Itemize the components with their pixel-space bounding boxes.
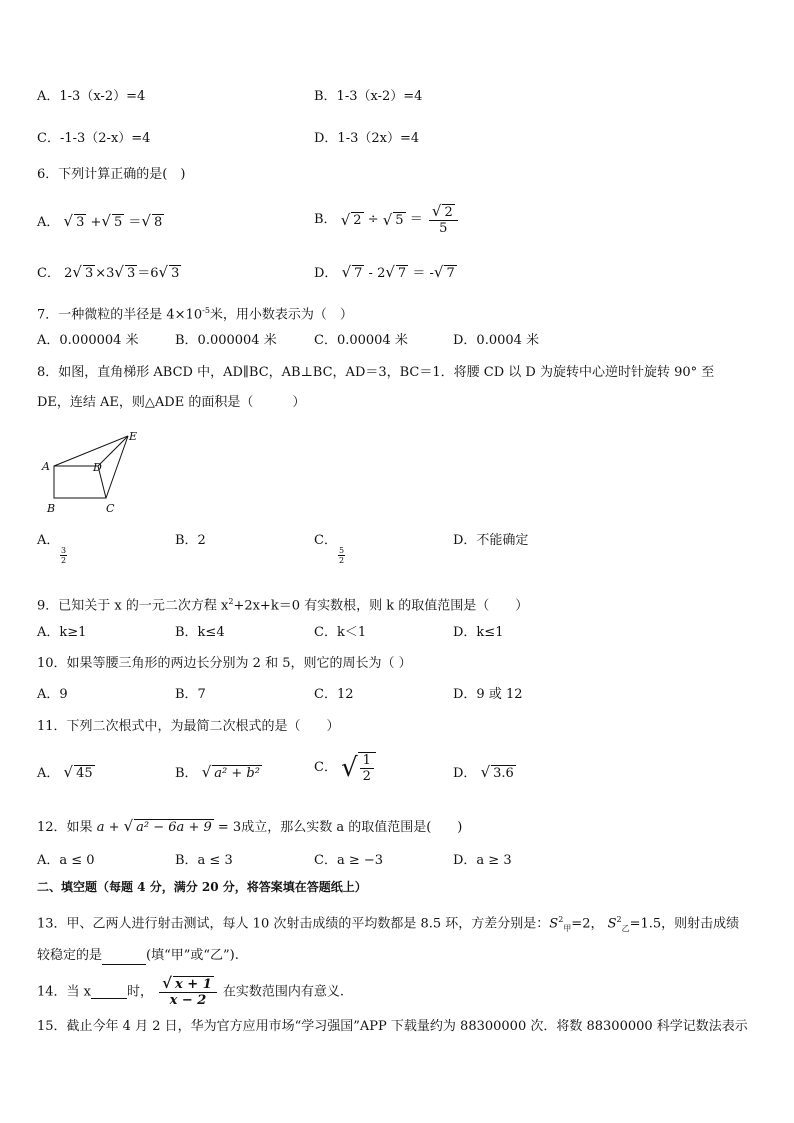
stem-text: 在实数范围内有意义. — [222, 984, 345, 1000]
q14-stem — [37, 976, 344, 1009]
q5-option-a: A．1-3（x-2）=4 — [37, 89, 146, 104]
q8-option-c-fraction — [338, 546, 345, 565]
q8-option-a — [37, 532, 59, 550]
sqrt-sign: √ — [101, 212, 111, 230]
fraction — [429, 204, 458, 236]
radicand: 45 — [76, 766, 93, 781]
q10-option-b: B．7 — [175, 687, 206, 702]
option-label: C． — [314, 760, 337, 775]
numerator: √ 2 — [429, 204, 458, 221]
equals-part: ＝6 — [137, 266, 159, 281]
q7-option-c: C．0.00004 米 — [314, 333, 408, 348]
sqrt-sign: √ — [340, 211, 351, 229]
radicand: 3 — [171, 266, 180, 281]
operator: - 2 — [364, 266, 386, 281]
radicand: a² − 6a + 9 — [136, 820, 212, 835]
q10-option-a: A．9 — [37, 687, 68, 702]
sqrt-sign: √ — [201, 763, 212, 781]
variance-symbol: S — [607, 916, 617, 932]
q10-stem: 10．如果等腰三角形的两边长分别为 2 和 5，则它的周长为（ ） — [37, 656, 412, 671]
stem-text: 14．当 x — [37, 984, 92, 1000]
fraction — [360, 753, 374, 784]
q5-option-c: C．-1-3（2-x）=4 — [37, 131, 151, 146]
q10-option-d: D．9 或 12 — [453, 687, 523, 702]
stem-text: 米，用小数表示为（ ） — [209, 307, 353, 323]
denominator: 2 — [362, 769, 371, 784]
sqrt-sign: √ — [63, 212, 74, 230]
radicand: 3 — [126, 266, 136, 281]
q13-line1 — [37, 911, 739, 938]
stem-text: 12．如果 — [37, 820, 93, 835]
equals-part: ＝ - — [412, 266, 434, 281]
option-label: A． — [37, 533, 60, 548]
operator: ×3 — [95, 266, 115, 281]
q7-stem — [37, 302, 353, 324]
denominator: 2 — [339, 556, 345, 565]
q8-stem-line1: 8．如图，直角梯形 ABCD 中，AD∥BC，AB⊥BC，AD＝3，BC＝1．将腰 CD 以 D 为旋转中心逆时针旋转 90° 至 — [37, 365, 715, 380]
sqrt-sign: √ — [341, 753, 358, 783]
q8-stem-line2: DE，连结 AE，则△ADE 的面积是（ ） — [37, 395, 306, 410]
q12-option-a: A．a ≤ 0 — [37, 853, 95, 868]
sqrt-sign: √ — [123, 817, 134, 835]
segment-ec — [106, 436, 128, 498]
divide-sign: ÷ — [367, 212, 379, 227]
q6-option-d — [314, 263, 457, 283]
q9-stem — [37, 593, 528, 615]
q10-option-c: C．12 — [314, 687, 354, 702]
numerator: 5 — [339, 546, 345, 555]
option-label: A． — [37, 766, 60, 781]
exponent: 2 — [558, 915, 564, 924]
variance-value: =1.5，则射击成绩 — [629, 916, 740, 932]
sqrt-sign: √ — [141, 212, 151, 230]
sqrt-sign: √ — [114, 263, 124, 281]
expression-part: = 3 — [217, 820, 242, 835]
radicand: 3 — [76, 215, 85, 230]
q9-option-d: D．k≤1 — [453, 625, 504, 640]
q11-option-c — [314, 752, 376, 784]
exponent: -5 — [202, 306, 210, 315]
radicand — [358, 752, 376, 784]
q13-line2 — [37, 947, 239, 965]
radicand: 3 — [84, 266, 94, 281]
q11-option-b — [175, 763, 262, 783]
q7-option-b: B．0.000004 米 — [175, 333, 277, 348]
stem-text: 7．一种微粒的半径是 4×10 — [37, 307, 203, 323]
q12-option-b: B．a ≤ 3 — [175, 853, 233, 868]
option-label: B． — [175, 766, 198, 781]
answer-blank[interactable] — [91, 986, 127, 999]
option-label: A． — [37, 215, 60, 230]
q12-stem — [37, 817, 462, 837]
sqrt-sign: √ — [480, 763, 491, 781]
denominator: 2 — [61, 556, 67, 565]
q9-option-b: B．k≤4 — [175, 625, 225, 640]
exponent: 2 — [228, 597, 234, 606]
radicand: 5 — [395, 213, 404, 228]
option-label: B． — [314, 212, 337, 227]
segment-ae — [54, 436, 128, 466]
stem-text: 成立，那么实数 a 的取值范围是( ) — [241, 820, 463, 835]
sqrt-sign: √ — [63, 763, 74, 781]
q7-option-d: D．0.0004 米 — [453, 333, 540, 348]
section-heading-fill-in: 二、填空题（每题 4 分，满分 20 分，将答案填在答题纸上） — [37, 880, 367, 894]
radicand: 2 — [353, 213, 362, 228]
q7-option-a: A．0.000004 米 — [37, 333, 139, 348]
sqrt-sign: √ — [158, 263, 169, 281]
stem-text: 较稳定的是 — [37, 948, 103, 963]
q8-option-b: B．2 — [175, 533, 206, 548]
radicand: 5 — [113, 215, 123, 230]
coefficient: 2 — [64, 266, 73, 281]
q11-stem: 11．下列二次根式中，为最简二次根式的是（ ） — [37, 719, 340, 734]
label-c: C — [106, 502, 115, 515]
sqrt-sign: √ — [385, 263, 395, 281]
option-label: C． — [314, 533, 337, 548]
radicand: 7 — [397, 266, 407, 281]
radicand: 3.6 — [493, 766, 514, 781]
numerator: √ x + 1 — [159, 976, 217, 993]
q5-option-d: D．1-3（2x）=4 — [314, 131, 420, 146]
denominator: x − 2 — [169, 993, 207, 1008]
radicand: 2 — [444, 205, 453, 220]
q9-option-a: A．k≥1 — [37, 625, 87, 640]
numerator: 3 — [61, 546, 67, 555]
q6-option-a: A． √ 3 +√ 5 ＝√ 8 — [37, 212, 163, 230]
q6-stem: 6．下列计算正确的是( ) — [37, 167, 186, 182]
stem-text: 时， — [127, 984, 154, 1000]
label-d: D — [93, 461, 102, 474]
subscript: 甲 — [563, 923, 572, 933]
radicand: a² + b² — [214, 766, 260, 781]
label-e: E — [129, 430, 138, 443]
q8-option-c — [314, 532, 337, 550]
subscript: 乙 — [621, 923, 630, 933]
q15-stem: 15．截止今年 4 月 2 日，华为官方应用市场“学习强国”APP 下载量约为 88300000 次．将数 88300000 科学记数法表示 — [37, 1019, 748, 1034]
sqrt-sign: √ — [341, 263, 352, 281]
exponent: 2 — [616, 915, 622, 924]
radicand: 7 — [354, 266, 363, 281]
radicand: x + 1 — [175, 977, 212, 992]
q12-option-d: D．a ≥ 3 — [453, 853, 512, 868]
q9-option-c: C．k＜1 — [314, 625, 367, 640]
stem-text: (填“甲”或“乙”). — [146, 948, 239, 963]
q11-option-a — [37, 763, 95, 783]
option-label: C． — [37, 266, 60, 281]
q8-option-d: D．不能确定 — [453, 533, 529, 548]
stem-text: +2x+k＝0 有实数根，则 k 的取值范围是（ ） — [233, 598, 529, 614]
q6-option-b — [314, 204, 460, 236]
q11-option-d — [453, 763, 516, 783]
answer-blank[interactable] — [102, 952, 146, 965]
fraction — [159, 976, 217, 1008]
sqrt-sign: √ — [382, 211, 393, 229]
denominator: 5 — [439, 221, 448, 236]
numerator: 1 — [360, 753, 374, 769]
option-label: D． — [453, 766, 477, 781]
q12-option-c: C．a ≥ −3 — [314, 853, 384, 868]
option-label: D． — [314, 266, 338, 281]
stem-text: 9．已知关于 x 的一元二次方程 x — [37, 598, 229, 614]
label-a: A — [42, 460, 50, 473]
radicand: 7 — [446, 266, 455, 281]
sqrt-sign: √ — [433, 263, 444, 281]
variance-value: =2， — [571, 916, 604, 932]
label-b: B — [47, 502, 56, 515]
equals-sign: ＝ — [409, 212, 423, 227]
radicand: 8 — [153, 215, 163, 230]
expression-part: a + — [96, 820, 120, 835]
q5-option-b: B．1-3（x-2）=4 — [314, 89, 423, 104]
sqrt-sign: √ — [72, 263, 82, 281]
q8-option-a-fraction — [60, 546, 67, 565]
stem-text: 13．甲、乙两人进行射击测试，每人 10 次射击成绩的平均数都是 8.5 环，方差分别是： — [37, 916, 550, 932]
trapezoid-rotation-figure — [38, 428, 148, 518]
variance-symbol: S — [549, 916, 559, 932]
q6-option-c — [37, 263, 181, 283]
segment-de — [98, 436, 128, 466]
